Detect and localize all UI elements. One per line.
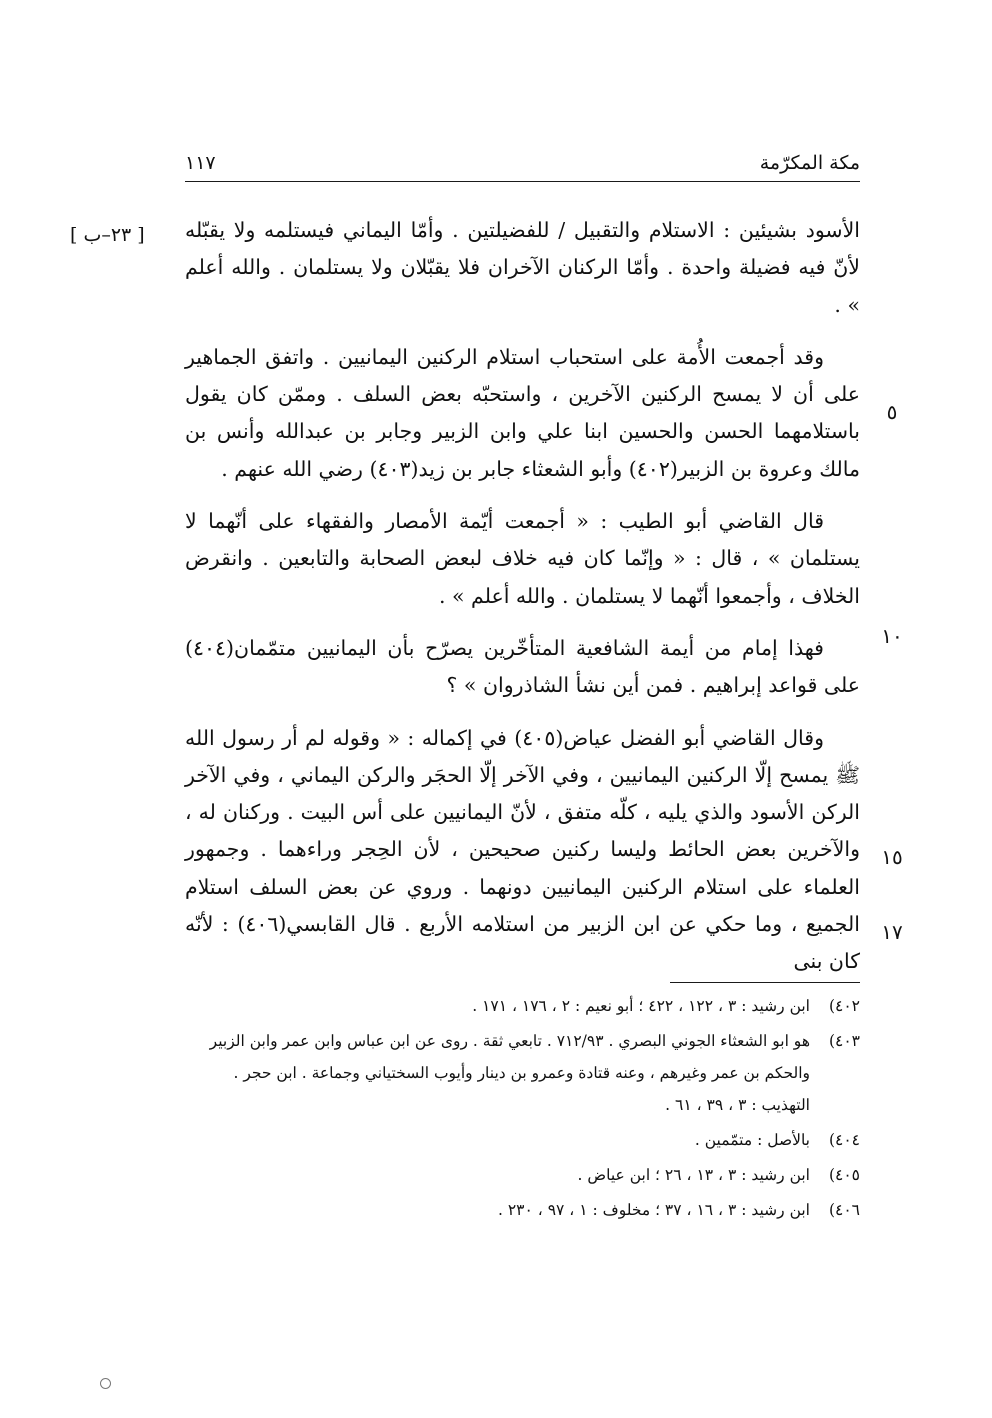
- footnote-number: ٤٠٦): [828, 1201, 860, 1219]
- scan-speck: [100, 1378, 111, 1389]
- footnote-number: ٤٠٢): [828, 997, 860, 1015]
- paragraph-1: الأسود بشيئين : الاستلام والتقبيل / للفضيلتين . وأمّا اليماني فيستلمه ولا يقبّله لأنّ فيه فضيلة واحدة . وأمّا الركنان الآخران فلا يقبّلان ولا يستلمان . والله أعلم » .: [185, 218, 860, 317]
- footnote-number: ٤٠٤): [828, 1131, 860, 1149]
- footnote-number: ٤٠٣): [828, 1032, 860, 1050]
- footnote-text: هو ابو الشعثاء الجوني البصري . ٧١٢/٩٣ . تابعي ثقة . روى عن ابن عباس وابن عمر وابن الزبير والحكم بن عمر وغيرهم ، وعنه قتادة وعمرو بن دينار وأيوب السختياني وجماعة . ابن حجر . التهذيب : ٣ ، ٣٩ ، ٦١ .: [209, 1032, 810, 1114]
- footnote-406: [185, 1194, 860, 1226]
- paragraph-4: فهذا إمام من أيمة الشافعية المتأخّرين يصرّح بأن اليمانيين متمّمان(٤٠٤) على قواعد إبراهيم . فمن أين نشأ الشاذروان » ؟: [185, 635, 860, 698]
- footnote-text: ابن رشيد : ٣ ، ١٣ ، ٢٦ ؛ ابن عياض .: [577, 1166, 810, 1184]
- footnote-403: [185, 1025, 860, 1121]
- footnote-number: ٤٠٥): [828, 1166, 860, 1184]
- header-rule: [185, 181, 860, 182]
- footnote-404: [185, 1124, 860, 1156]
- running-header: [185, 140, 860, 174]
- paragraph-5: وقال القاضي أبو الفضل عياض(٤٠٥) في إكماله : « وقوله لم أر رسول الله ﷺ يمسح إلّا الركنين اليمانيين ، وفي الآخر إلّا الحجَر والركن اليماني ، وفي الآخر الركن الأسود والذي يليه ، كلّه متفق ، لأنّ اليمانيين على أس البيت . وركنان له ، والآخرين بعض الحائط وليسا ركنين صحيحين ، لأن الحِجر وراءهما . وجمهور العلماء على استلام الركنين اليمانيين دونهما . وروي عن بعض السلف استلام الجميع ، وما حكي عن ابن الزبير من استلامه الأربع . قال القابسي(٤٠٦) : لأنّه كان بنى: [185, 725, 860, 974]
- footnote-405: [185, 1159, 860, 1191]
- main-text: [185, 212, 860, 996]
- paragraph-3: قال القاضي أبو الطيب : « أجمعت أيّمة الأمصار والفقهاء على أنّهما لا يستلمان » ، قال : « وإنّما كان فيه خلاف لبعض الصحابة والتابعين . وانقرض الخلاف ، وأجمعوا أنّهما لا يستلمان . والله أعلم » .: [185, 509, 860, 608]
- footnotes: [185, 990, 860, 1229]
- footnote-text: ابن رشيد : ٣ ، ١٦ ، ٣٧ ؛ مخلوف : ١ ، ٩٧ ، ٢٣٠ .: [498, 1201, 810, 1219]
- line-number-17: ١٧: [881, 920, 903, 944]
- footnote-text: ابن رشيد : ٣ ، ١٢٢ ، ٤٢٢ ؛ أبو نعيم : ٢ ، ١٧٦ ، ١٧١ .: [472, 997, 810, 1015]
- header-title: مكة المكرّمة: [759, 152, 860, 174]
- paragraph-2: وقد أجمعت الأُمة على استحباب استلام الركنين اليمانيين . واتفق الجماهير على أن لا يمسح الركنين الآخرين ، واستحبّه بعض السلف . وممّن كان يقول باستلامهما الحسن والحسين ابنا علي وابن الزبير وجابر بن عبدالله وأنس بن مالك وعروة بن الزبير(٤٠٢) وأبو الشعثاء جابر بن زيد(٤٠٣) رضي الله عنهم .: [185, 344, 860, 481]
- page-number: ١١٧: [185, 152, 216, 174]
- line-number-15: ١٥: [881, 845, 903, 869]
- line-number-5: ٥: [886, 400, 898, 424]
- footnote-402: [185, 990, 860, 1022]
- margin-reference: [ ٢٣–ب ]: [70, 224, 145, 246]
- footnote-rule: [670, 982, 860, 983]
- line-number-10: ١٠: [881, 624, 903, 648]
- footnote-text: بالأصل : متمّمين .: [694, 1131, 810, 1149]
